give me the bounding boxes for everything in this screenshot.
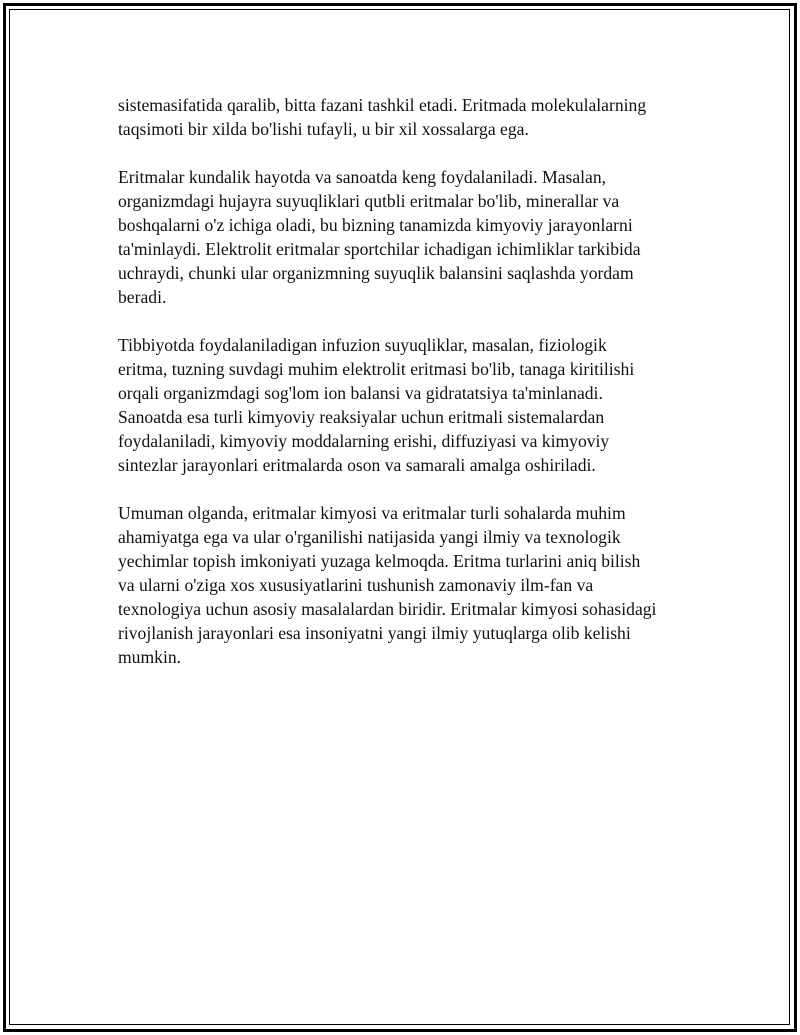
text-line: ahamiyatga ega va ular o'rganilishi natijasida yangi ilmiy va texnologik	[118, 527, 621, 547]
text-line: sistemasifatida qaralib, bitta fazani tashkil etadi. Eritmada molekulalarning	[118, 95, 647, 115]
paragraph-3	[118, 333, 708, 477]
document-body	[118, 93, 708, 693]
text-line: organizmdagi hujayra suyuqliklari qutbli eritmalar bo'lib, minerallar va	[118, 191, 620, 211]
paragraph-1	[118, 93, 708, 141]
text-line: sintezlar jarayonlari eritmalarda oson va samarali amalga oshiriladi.	[118, 455, 596, 475]
text-line: yechimlar topish imkoniyati yuzaga kelmoqda. Eritma turlarini aniq bilish	[118, 551, 641, 571]
text-line: taqsimoti bir xilda bo'lishi tufayli, u bir xil xossalarga ega.	[118, 119, 529, 139]
text-line: foydalaniladi, kimyoviy moddalarning erishi, diffuziyasi va kimyoviy	[118, 431, 610, 451]
text-line: Tibbiyotda foydalaniladigan infuzion suyuqliklar, masalan, fiziologik	[118, 335, 607, 355]
text-line: uchraydi, chunki ular organizmning suyuqlik balansini saqlashda yordam	[118, 263, 634, 283]
text-line: ta'minlaydi. Elektrolit eritmalar sportchilar ichadigan ichimliklar tarkibida	[118, 239, 641, 259]
text-line: texnologiya uchun asosiy masalalardan biridir. Eritmalar kimyosi sohasidagi	[118, 599, 657, 619]
text-line: va ularni o'ziga xos xususiyatlarini tushunish zamonaviy ilm-fan va	[118, 575, 594, 595]
paragraph-2	[118, 165, 708, 309]
text-line: Umuman olganda, eritmalar kimyosi va eritmalar turli sohalarda muhim	[118, 503, 626, 523]
text-line: Eritmalar kundalik hayotda va sanoatda keng foydalaniladi. Masalan,	[118, 167, 607, 187]
text-line: orqali organizmdagi sog'lom ion balansi va gidratatsiya ta'minlanadi.	[118, 383, 603, 403]
text-line: mumkin.	[118, 647, 182, 667]
text-line: Sanoatda esa turli kimyoviy reaksiyalar uchun eritmali sistemalardan	[118, 407, 605, 427]
text-line: rivojlanish jarayonlari esa insoniyatni yangi ilmiy yutuqlarga olib kelishi	[118, 623, 631, 643]
text-line: eritma, tuzning suvdagi muhim elektrolit eritmasi bo'lib, tanaga kiritilishi	[118, 359, 635, 379]
text-line: beradi.	[118, 287, 167, 307]
paragraph-4	[118, 501, 708, 669]
text-line: boshqalarni o'z ichiga oladi, bu bizning tanamizda kimyoviy jarayonlarni	[118, 215, 633, 235]
